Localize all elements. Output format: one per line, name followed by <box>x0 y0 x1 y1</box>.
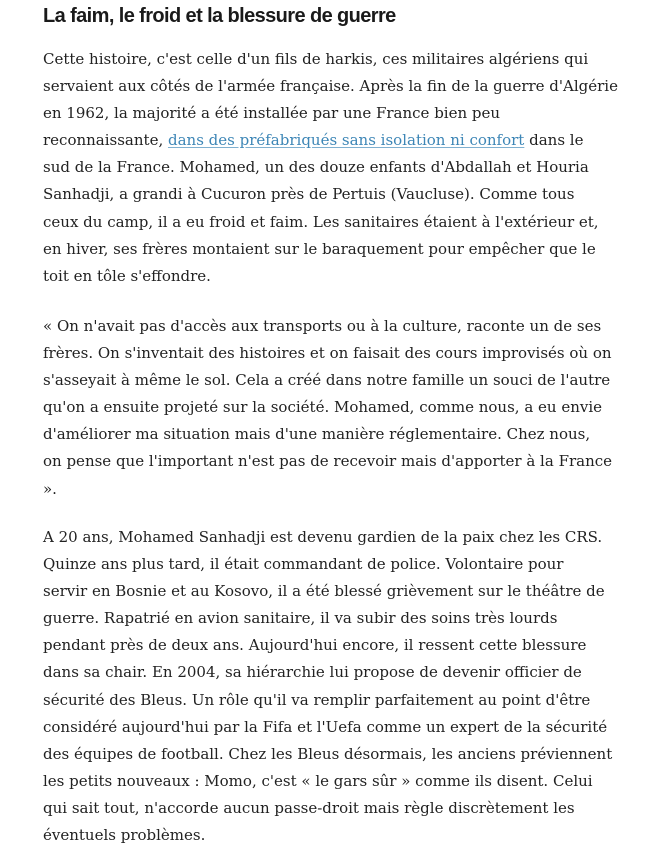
text-line: ceux du camp, il a eu froid et faim. Les sanitaires étaient à l'extérieur et, <box>43 212 599 231</box>
text-line: sécurité des Bleus. Un rôle qu'il va remplir parfaitement au point d'être <box>43 690 591 709</box>
text-line: Cette histoire, c'est celle d'un fils de harkis, ces militaires algériens qui <box>43 50 589 68</box>
text-line: en hiver, ses frères montaient sur le baraquement pour empêcher que le <box>43 239 596 258</box>
text-line: dans sa chair. En 2004, sa hiérarchie lui propose de devenir officier de <box>43 663 582 682</box>
text-line: Sanhadji, a grandi à Cucuron près de Pertuis (Vaucluse). Comme tous <box>43 185 575 204</box>
prefab-housing-link[interactable]: dans des préfabriqués sans isolation ni confort <box>167 131 525 150</box>
text-line: servaient aux côtés de l'armée française. Après la fin de la guerre d'Algérie <box>43 77 618 96</box>
text-line: qui sait tout, n'accorde aucun passe-droit mais règle discrètement les <box>43 798 575 817</box>
text-line: s'asseyait à même le sol. Cela a créé dans notre famille un souci de l'autre <box>43 371 611 390</box>
text-line: d'améliorer ma situation mais d'une manière réglementaire. Chez nous, <box>43 425 591 444</box>
text-line: « On n'avait pas d'accès aux transports ou à la culture, raconte un de ses <box>43 317 602 335</box>
text-line: Quinze ans plus tard, il était commandant de police. Volontaire pour <box>43 555 564 574</box>
text-line: qu'on a ensuite projeté sur la société. Mohamed, comme nous, a eu envie <box>43 398 603 417</box>
paragraph-career <box>43 524 643 849</box>
text-line: des équipes de football. Chez les Bleus désormais, les anciens préviennent <box>43 744 613 763</box>
text-line: guerre. Rapatrié en avion sanitaire, il va subir des soins très lourds <box>43 609 558 628</box>
text-line: sud de la France. Mohamed, un des douze enfants d'Abdallah et Houria <box>43 158 589 177</box>
text-segment: reconnaissante, <box>43 131 168 150</box>
article-subheading: La faim, le froid et la blessure de guerre <box>43 5 396 27</box>
text-line-with-link <box>43 127 643 154</box>
text-line: en 1962, la majorité a été installée par une France bien peu <box>43 104 501 123</box>
text-line: pendant près de deux ans. Aujourd'hui encore, il ressent cette blessure <box>43 636 587 655</box>
text-segment: dans le <box>524 131 584 150</box>
text-line: considéré aujourd'hui par la Fifa et l'Uefa comme un expert de la sécurité <box>43 717 608 736</box>
text-line: éventuels problèmes. <box>43 826 206 845</box>
paragraph-harkis-history <box>43 46 643 290</box>
text-line: A 20 ans, Mohamed Sanhadji est devenu gardien de la paix chez les CRS. <box>43 528 603 546</box>
text-line: toit en tôle s'effondre. <box>43 266 211 285</box>
text-line: les petits nouveaux : Momo, c'est « le gars sûr » comme ils disent. Celui <box>43 771 593 790</box>
text-line: servir en Bosnie et au Kosovo, il a été blessé grièvement sur le théâtre de <box>43 582 605 601</box>
text-line: frères. On s'inventait des histoires et on faisait des cours improvisés où on <box>43 344 612 363</box>
paragraph-brother-quote <box>43 313 643 503</box>
text-line: on pense que l'important n'est pas de recevoir mais d'apporter à la France <box>43 452 613 471</box>
text-line: ». <box>43 479 57 498</box>
